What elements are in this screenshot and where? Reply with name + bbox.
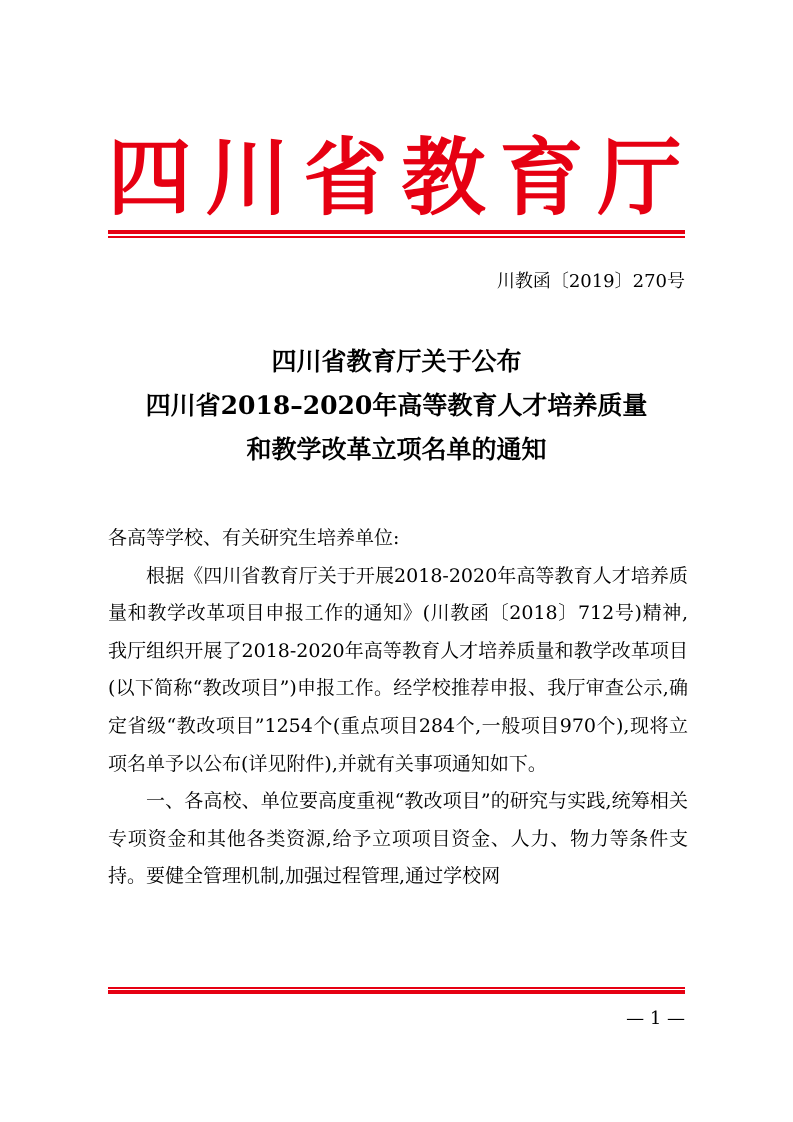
issuer-header: 四川省教育厅 [107, 128, 696, 227]
footer-red-rule-thick [108, 990, 685, 994]
page-number: — 1 — [626, 1008, 685, 1029]
header-red-rule-thin [108, 236, 685, 238]
document-title [0, 340, 793, 472]
paragraph-1: 根据《四川省教育厅关于开展2018-2020年高等教育人才培养质量和教学改革项目申报工作的通知》(川教函〔2018〕712号)精神,我厅组织开展了2018-2020年高等教育人才培养质量和教学改革项目(以下简称“教改项目”)申报工作。经学校推荐申报、我厅审查公示,确定省级“教改项目”1254个(重点项目284个,一般项目970个),现将立项名单予以公布(详见附件),并就有关事项通知如下。 [108, 564, 688, 775]
salutation: 各高等学校、有关研究生培养单位: [108, 527, 400, 549]
header-red-rule-thick [108, 230, 685, 234]
document-number: 川教函〔2019〕270号 [496, 271, 685, 292]
document-body [108, 520, 688, 896]
title-line-2: 四川省2018–2020年高等教育人才培养质量 [145, 391, 648, 420]
title-line-3: 和教学改革立项名单的通知 [246, 435, 547, 464]
footer-red-rule-thin [108, 987, 685, 989]
paragraph-2: 一、各高校、单位要高度重视“教改项目”的研究与实践,统筹相关专项资金和其他各类资源,给予立项项目资金、人力、物力等条件支持。要健全管理机制,加强过程管理,通过学校网 [108, 790, 688, 888]
title-line-1: 四川省教育厅关于公布 [271, 347, 522, 376]
